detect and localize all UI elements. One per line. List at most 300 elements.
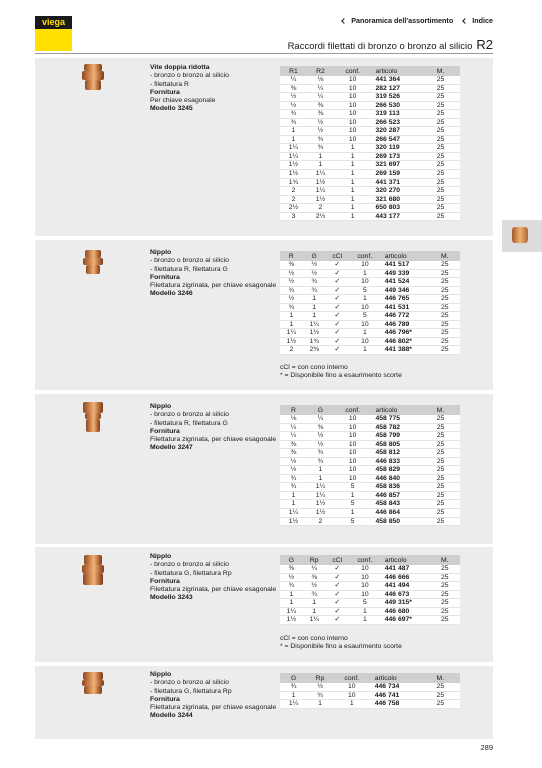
page-subtitle <box>288 37 493 52</box>
table-header-row <box>280 555 460 565</box>
table-cell: 1 <box>333 700 371 709</box>
product-image <box>82 64 104 90</box>
check-icon: ✓ <box>326 590 349 599</box>
fitting-thumbnail-icon <box>512 227 528 243</box>
table-row <box>280 683 460 691</box>
table-cell: ¾ <box>307 144 334 153</box>
table-cell: 1 <box>334 152 372 161</box>
table-cell: ⅜ <box>280 565 303 573</box>
check-icon: ✓ <box>326 607 349 616</box>
article-number: 441 494 <box>381 582 437 591</box>
table-cell: 1 <box>334 491 372 500</box>
table-cell: 10 <box>334 93 372 102</box>
article-number: 446 666 <box>381 573 437 582</box>
table-cell: 25 <box>433 127 460 136</box>
column-header: G <box>303 251 326 261</box>
table-cell: 25 <box>433 457 460 466</box>
table-row <box>280 509 460 518</box>
table-cell: ½ <box>307 683 333 691</box>
table-cell: 25 <box>433 118 460 127</box>
article-number: 319 113 <box>371 110 432 119</box>
table-cell: 25 <box>433 178 460 187</box>
article-number: 458 843 <box>371 500 432 509</box>
table-cell: 1¼ <box>303 320 326 329</box>
supply-label: Fornitura <box>150 88 180 96</box>
article-number: 458 850 <box>371 517 432 526</box>
table-row <box>280 483 460 492</box>
column-header: M. <box>437 251 460 261</box>
table-cell: 10 <box>334 432 372 441</box>
article-number: 441 388* <box>381 346 437 355</box>
table-cell: ¾ <box>280 303 303 312</box>
table-cell: 25 <box>437 278 460 287</box>
table-row <box>280 582 460 591</box>
table-row <box>280 84 460 93</box>
supply-label: Fornitura <box>150 577 180 585</box>
table-cell: 25 <box>433 466 460 475</box>
article-number: 269 173 <box>371 152 432 161</box>
table-row <box>280 607 460 616</box>
table-header-row <box>280 66 460 76</box>
check-icon: ✓ <box>326 565 349 573</box>
product-feature: - filettatura R <box>150 80 189 88</box>
footnote-line: cCl = con cono interno <box>280 635 348 642</box>
table-cell: 25 <box>437 312 460 321</box>
table-cell: 1¾ <box>303 337 326 346</box>
table-cell: 1¼ <box>280 607 303 616</box>
table-cell: 10 <box>334 110 372 119</box>
table-cell: 1½ <box>280 161 307 170</box>
check-icon: ✓ <box>326 269 349 278</box>
spec-table <box>280 251 460 355</box>
spec-table <box>280 405 460 526</box>
table-cell: 25 <box>433 440 460 449</box>
check-icon: ✓ <box>326 573 349 582</box>
table-cell: 25 <box>433 204 460 213</box>
table-cell: 5 <box>334 500 372 509</box>
table-cell: ¼ <box>280 423 307 432</box>
table-cell: 10 <box>334 440 372 449</box>
table-cell: 2 <box>280 195 307 204</box>
article-number: 446 833 <box>371 457 432 466</box>
table-cell: 1 <box>334 509 372 518</box>
table-cell: ⅛ <box>307 76 334 84</box>
table-cell: 25 <box>433 432 460 441</box>
table-row <box>280 127 460 136</box>
article-number: 446 741 <box>371 691 433 700</box>
check-icon: ✓ <box>326 261 349 269</box>
article-number: 458 799 <box>371 432 432 441</box>
table-cell: ⅜ <box>280 440 307 449</box>
table-cell: 10 <box>333 691 371 700</box>
supply-text: Filettatura zigrinata, per chiave esagonale <box>150 436 277 444</box>
table-row <box>280 101 460 110</box>
column-header: conf. <box>334 66 372 76</box>
table-cell: ½ <box>307 432 334 441</box>
table-cell: 1½ <box>307 195 334 204</box>
model-number: Modello 3243 <box>150 594 193 602</box>
product-section-3247 <box>35 394 493 544</box>
check-icon: ✓ <box>326 303 349 312</box>
article-number: 446 697* <box>381 616 437 625</box>
article-number: 321 697 <box>371 161 432 170</box>
column-header: M. <box>433 673 460 683</box>
column-header: R <box>280 405 307 415</box>
table-header-row <box>280 673 460 683</box>
table-cell: 25 <box>433 474 460 483</box>
table-cell: ½ <box>280 278 303 287</box>
table-cell: 10 <box>349 337 381 346</box>
product-description <box>150 249 285 299</box>
table-cell: 2½ <box>307 212 334 221</box>
spec-table <box>280 66 460 221</box>
product-section-3243 <box>35 547 493 662</box>
table-cell: 1 <box>307 152 334 161</box>
check-icon: ✓ <box>326 337 349 346</box>
table-row <box>280 261 460 269</box>
table-cell: 1½ <box>307 509 334 518</box>
column-header: Rp <box>303 555 326 565</box>
article-number: 443 177 <box>371 212 432 221</box>
table-row <box>280 212 460 221</box>
table-cell: ½ <box>303 582 326 591</box>
table-cell: ¼ <box>280 76 307 84</box>
table-cell: 1 <box>280 127 307 136</box>
supply-label: Fornitura <box>150 695 180 703</box>
table-cell: ¾ <box>303 286 326 295</box>
product-title: Vite doppia ridotta <box>150 64 210 71</box>
chevron-left-icon <box>462 18 468 24</box>
table-cell: 1 <box>349 269 381 278</box>
logo-text: viega <box>35 16 72 29</box>
check-icon: ✓ <box>326 582 349 591</box>
table-cell: 25 <box>433 101 460 110</box>
table-cell: 25 <box>433 84 460 93</box>
table-cell: 10 <box>349 303 381 312</box>
article-number: 458 812 <box>371 449 432 458</box>
check-icon: ✓ <box>326 278 349 287</box>
column-header: M. <box>433 66 460 76</box>
table-cell: 1 <box>280 590 303 599</box>
header-divider <box>35 53 493 54</box>
table-cell: 25 <box>437 261 460 269</box>
table-cell: 25 <box>433 170 460 179</box>
table-cell: 1 <box>334 195 372 204</box>
side-tab[interactable] <box>502 220 542 252</box>
product-section-3246 <box>35 240 493 390</box>
table-cell: 2 <box>307 517 334 526</box>
article-number: 458 829 <box>371 466 432 475</box>
table-cell: 25 <box>437 303 460 312</box>
table-cell: 1¼ <box>280 329 303 338</box>
table-cell: 1 <box>334 178 372 187</box>
table-cell: 10 <box>334 449 372 458</box>
table-cell: 5 <box>349 286 381 295</box>
table-row <box>280 449 460 458</box>
table-cell: 1 <box>280 135 307 144</box>
table-cell: ¼ <box>280 432 307 441</box>
article-number: 319 526 <box>371 93 432 102</box>
article-number: 458 782 <box>371 423 432 432</box>
check-icon: ✓ <box>326 312 349 321</box>
product-title: Nipplo <box>150 249 172 256</box>
table-cell: ¾ <box>307 457 334 466</box>
table-cell: 5 <box>334 517 372 526</box>
table-cell: 2½ <box>280 204 307 213</box>
article-number: 321 680 <box>371 195 432 204</box>
table-cell: ¼ <box>307 93 334 102</box>
article-number: 320 287 <box>371 127 432 136</box>
table-cell: 1¼ <box>280 144 307 153</box>
supply-text: Per chiave esagonale <box>150 97 216 105</box>
table-cell: 1¼ <box>307 491 334 500</box>
product-description <box>150 553 285 603</box>
table-row <box>280 466 460 475</box>
table-cell: ⅜ <box>303 573 326 582</box>
product-image <box>82 250 104 274</box>
table-row <box>280 616 460 625</box>
table-cell: 1 <box>334 187 372 196</box>
column-header: conf. <box>333 673 371 683</box>
column-header: G <box>280 555 303 565</box>
table-cell: ¾ <box>307 135 334 144</box>
column-header: cCl <box>326 555 349 565</box>
table-cell: 1 <box>307 700 333 709</box>
table-cell: 25 <box>433 517 460 526</box>
nav-link-overview[interactable] <box>342 16 453 25</box>
table-cell: 1 <box>280 500 307 509</box>
article-number: 446 789 <box>381 320 437 329</box>
spec-table <box>280 555 460 625</box>
table-cell: ½ <box>280 457 307 466</box>
product-feature: - bronzo o bronzo al silicio <box>150 679 229 687</box>
table-cell: 25 <box>437 295 460 304</box>
table-cell: 10 <box>334 84 372 93</box>
article-number: 449 339 <box>381 269 437 278</box>
check-icon: ✓ <box>326 616 349 625</box>
column-header: R <box>280 251 303 261</box>
footnote-line: cCl = con cono interno <box>280 364 348 371</box>
table-cell: 2 <box>307 204 334 213</box>
product-feature: - bronzo o bronzo al silicio <box>150 72 229 80</box>
check-icon: ✓ <box>326 329 349 338</box>
nav-link-index[interactable] <box>463 16 493 25</box>
table-cell: ¾ <box>280 483 307 492</box>
product-title: Nipplo <box>150 553 172 560</box>
table-cell: 1¼ <box>303 616 326 625</box>
product-feature: - filettatura G, filettatura Rp <box>150 687 232 695</box>
column-header: conf. <box>349 555 381 565</box>
table-footnote <box>280 364 402 381</box>
table-row <box>280 135 460 144</box>
table-cell: ½ <box>280 573 303 582</box>
column-header: G <box>280 673 307 683</box>
table-cell: 1 <box>349 329 381 338</box>
table-cell: 1 <box>303 303 326 312</box>
table-cell: 1 <box>334 161 372 170</box>
product-feature: - bronzo o bronzo al silicio <box>150 257 229 265</box>
article-number: 449 315* <box>381 599 437 608</box>
table-cell: 25 <box>433 449 460 458</box>
table-row <box>280 700 460 709</box>
table-cell: 25 <box>433 195 460 204</box>
column-header: conf. <box>349 251 381 261</box>
section-code: R2 <box>476 37 493 52</box>
chevron-left-icon <box>341 18 347 24</box>
table-cell: ½ <box>280 93 307 102</box>
table-row <box>280 118 460 127</box>
table-cell: 25 <box>433 161 460 170</box>
table-cell: 25 <box>437 616 460 625</box>
supply-text: Filettatura zigrinata, per chiave esagonale <box>150 282 277 290</box>
table-row <box>280 415 460 423</box>
table-cell: 10 <box>334 423 372 432</box>
table-cell: 1 <box>280 320 303 329</box>
product-section-3244 <box>35 666 493 739</box>
table-cell: 10 <box>334 466 372 475</box>
table-cell: 1¾ <box>280 178 307 187</box>
table-cell: ⅜ <box>280 84 307 93</box>
article-number: 446 680 <box>381 607 437 616</box>
table-cell: 25 <box>433 509 460 518</box>
table-row <box>280 590 460 599</box>
table-cell: 25 <box>437 337 460 346</box>
table-cell: 1 <box>334 144 372 153</box>
product-feature: - filettatura R, filettatura G <box>150 419 228 427</box>
table-row <box>280 329 460 338</box>
article-number: 266 530 <box>371 101 432 110</box>
table-cell: 10 <box>334 127 372 136</box>
table-cell: 1½ <box>280 517 307 526</box>
column-header: M. <box>433 405 460 415</box>
article-number: 458 775 <box>371 415 432 423</box>
table-cell: ⅜ <box>307 423 334 432</box>
spec-table <box>280 673 460 709</box>
table-cell: 1 <box>349 346 381 355</box>
table-cell: ½ <box>307 127 334 136</box>
table-cell: 10 <box>349 590 381 599</box>
table-cell: ¾ <box>303 278 326 287</box>
table-cell: 25 <box>437 573 460 582</box>
column-header: articolo <box>371 673 433 683</box>
table-cell: 10 <box>334 457 372 466</box>
table-cell: 25 <box>433 212 460 221</box>
product-image <box>82 555 104 585</box>
table-cell: 5 <box>349 599 381 608</box>
table-cell: 25 <box>437 565 460 573</box>
table-cell: ½ <box>280 101 307 110</box>
table-cell: 10 <box>334 76 372 84</box>
table-cell: 25 <box>433 700 460 709</box>
model-number: Modello 3244 <box>150 712 193 720</box>
product-description <box>150 403 285 453</box>
table-row <box>280 517 460 526</box>
table-cell: 1½ <box>280 170 307 179</box>
article-number: 441 487 <box>381 565 437 573</box>
table-cell: 1¼ <box>280 509 307 518</box>
article-number: 446 758 <box>371 700 433 709</box>
table-cell: 25 <box>433 144 460 153</box>
table-cell: 2⅜ <box>303 346 326 355</box>
article-number: 266 547 <box>371 135 432 144</box>
footnote-line: * = Disponibile fino a esaurimento scorte <box>280 643 402 651</box>
table-cell: ½ <box>307 440 334 449</box>
table-cell: 10 <box>349 565 381 573</box>
table-cell: 10 <box>334 101 372 110</box>
table-cell: 25 <box>433 423 460 432</box>
table-cell: ⅜ <box>280 261 303 269</box>
table-cell: 1½ <box>303 329 326 338</box>
supply-text: Filettatura zigrinata, per chiave esagonale <box>150 704 277 712</box>
article-number: 446 796* <box>381 329 437 338</box>
table-cell: 25 <box>437 582 460 591</box>
table-cell: ¾ <box>307 449 334 458</box>
column-header: articolo <box>381 251 437 261</box>
check-icon: ✓ <box>326 320 349 329</box>
article-number: 650 803 <box>371 204 432 213</box>
nav-link-overview-label: Panoramica dell'assortimento <box>351 16 454 25</box>
table-cell: 10 <box>334 135 372 144</box>
table-cell: 25 <box>437 329 460 338</box>
table-cell: 1½ <box>280 616 303 625</box>
article-number: 441 364 <box>371 76 432 84</box>
table-cell: ¾ <box>280 683 307 691</box>
table-cell: 25 <box>437 599 460 608</box>
article-number: 441 531 <box>381 303 437 312</box>
table-row <box>280 500 460 509</box>
check-icon: ✓ <box>326 286 349 295</box>
nav-link-index-label: Indice <box>472 16 493 25</box>
table-row <box>280 423 460 432</box>
table-cell: 10 <box>349 320 381 329</box>
model-number: Modello 3247 <box>150 444 193 452</box>
table-row <box>280 346 460 355</box>
table-row <box>280 474 460 483</box>
table-cell: 1 <box>303 599 326 608</box>
article-number: 320 119 <box>371 144 432 153</box>
table-cell: 1 <box>280 312 303 321</box>
table-cell: 1¼ <box>307 170 334 179</box>
table-cell: 1 <box>280 691 307 700</box>
article-number: 269 159 <box>371 170 432 179</box>
table-cell: 25 <box>433 500 460 509</box>
article-number: 266 523 <box>371 118 432 127</box>
table-cell: 10 <box>349 573 381 582</box>
article-number: 458 805 <box>371 440 432 449</box>
table-cell: 1 <box>349 295 381 304</box>
table-cell: ¼ <box>303 565 326 573</box>
table-cell: 1 <box>303 607 326 616</box>
table-cell: ½ <box>280 466 307 475</box>
table-header-row <box>280 405 460 415</box>
supply-label: Fornitura <box>150 273 180 281</box>
table-cell: 1½ <box>280 337 303 346</box>
supply-label: Fornitura <box>150 427 180 435</box>
column-header: R1 <box>280 66 307 76</box>
table-cell: 25 <box>437 269 460 278</box>
article-number: 446 857 <box>371 491 432 500</box>
product-feature: - bronzo o bronzo al silicio <box>150 561 229 569</box>
table-cell: 25 <box>437 320 460 329</box>
table-cell: 1 <box>334 204 372 213</box>
table-cell: ½ <box>280 295 303 304</box>
table-cell: 25 <box>433 135 460 144</box>
table-cell: 1 <box>307 161 334 170</box>
table-cell: 1 <box>349 607 381 616</box>
table-row <box>280 337 460 346</box>
table-cell: 25 <box>433 491 460 500</box>
table-cell: ¾ <box>280 582 303 591</box>
